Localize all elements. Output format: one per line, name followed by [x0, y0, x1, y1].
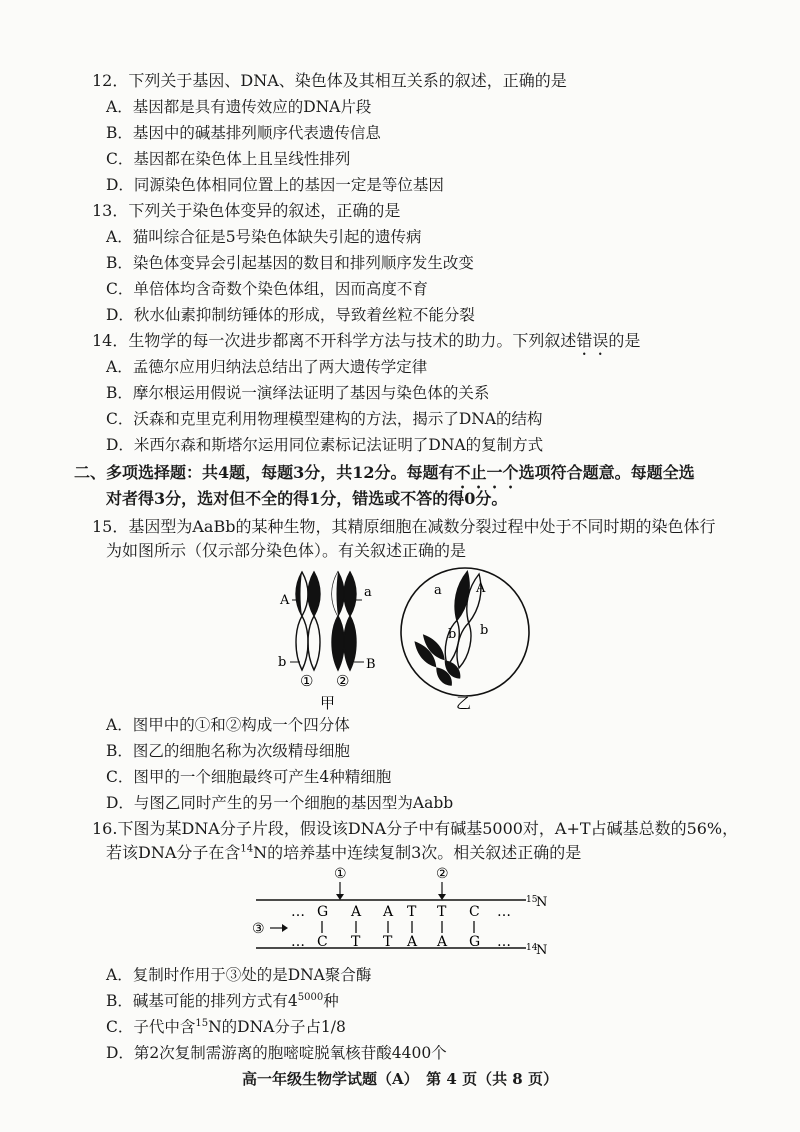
base-pair-bonds [322, 921, 474, 933]
q16-option-c-sup: 15 [195, 1017, 209, 1029]
arrow-label-1: ① [334, 866, 347, 882]
bottom-base: T [383, 934, 393, 950]
top-base: … [497, 904, 511, 920]
q15-option-a: A．图甲中的①和②构成一个四分体 [106, 716, 350, 734]
q16-option-b-end: 种 [323, 992, 339, 1010]
label-circle-2: ② [336, 672, 350, 690]
q16-dna-figure [250, 862, 550, 962]
q15-option-c: C．图甲的一个细胞最终可产生4种精细胞 [106, 768, 392, 786]
label-yi: 乙 [456, 694, 472, 711]
section-2-emphasis: 不止一个 [454, 463, 519, 482]
gene-label-B1: B [366, 657, 376, 672]
top-strand-bases [291, 904, 511, 920]
q14-option-b: B．摩尔根运用假说一演绎法证明了基因与染色体的关系 [106, 384, 490, 402]
gene-label-A2: A [476, 581, 486, 596]
q16-option-c [106, 1016, 346, 1038]
bottom-label: N [536, 943, 548, 958]
q16-stem-line2-end: N的培养基中连续复制3次。相关叙述正确的是 [253, 843, 582, 862]
q13-stem: 13．下列关于染色体变异的叙述，正确的是 [92, 201, 401, 220]
q15-stem-line2: 为如图所示（仅示部分染色体）。有关叙述正确的是 [106, 541, 467, 560]
chromosome-1 [290, 572, 320, 670]
q14-stem-end: 的是 [608, 331, 641, 350]
section-2-text-end: 选项符合题意。每题全选 [518, 463, 695, 482]
chromosome-2 [332, 572, 364, 670]
q16-stem-line2-text: 若该DNA分子在含 [106, 843, 241, 862]
arrow-label-2: ② [436, 866, 449, 882]
q15-option-b: B．图乙的细胞名称为次级精母细胞 [106, 742, 350, 760]
q16-stem-line2 [106, 842, 581, 864]
section-2-text: 二、多项选择题：共4题，每题3分，共12分。每题有 [74, 463, 455, 482]
q12-option-c: C．基因都在染色体上且呈线性排列 [106, 150, 351, 168]
q13-option-a: A．猫叫综合征是5号染色体缺失引起的遗传病 [106, 228, 422, 246]
q12-option-d: D．同源染色体相同位置上的基因一定是等位基因 [106, 176, 444, 194]
q16-option-c-end: N的DNA分子占1/8 [208, 1018, 346, 1036]
q16-option-b-text: B．碱基可能的排列方式有4 [106, 992, 298, 1010]
label-circle-1: ① [300, 672, 314, 690]
top-label-sup: 15 [526, 895, 538, 905]
bottom-base: A [437, 934, 448, 950]
gene-label-a2: a [434, 583, 442, 598]
label-jia: 甲 [320, 694, 336, 711]
bottom-base: C [317, 934, 328, 950]
bottom-base: … [497, 934, 511, 950]
q12-option-a: A．基因都是具有遗传效应的DNA片段 [106, 98, 372, 116]
page-footer: 高一年级生物学试题（A） 第 4 页（共 8 页） [242, 1070, 558, 1088]
q14-stem-emphasis: 错误 [576, 331, 609, 350]
top-base: T [407, 904, 417, 920]
q14-stem [92, 330, 640, 359]
arrow-label-3: ③ [252, 921, 265, 937]
q14-stem-text: 14．生物学的每一次进步都离不开科学方法与技术的助力。下列叙述 [92, 331, 577, 350]
q16-option-b-sup: 5000 [297, 991, 324, 1003]
q14-option-a: A．孟德尔应用归纳法总结出了两大遗传学定律 [106, 358, 428, 376]
bottom-base: T [351, 934, 361, 950]
q16-option-c-text: C．子代中含 [106, 1018, 196, 1036]
top-base: T [437, 904, 447, 920]
q12-option-b: B．基因中的碱基排列顺序代表遗传信息 [106, 124, 381, 142]
bottom-base: A [407, 934, 418, 950]
top-label: N [536, 895, 548, 910]
top-base: G [317, 904, 329, 920]
q13-option-d: D．秋水仙素抑制纺锤体的形成，导致着丝粒不能分裂 [106, 306, 475, 324]
gene-label-b1: b [278, 655, 287, 670]
bottom-base: … [291, 934, 305, 950]
q12-stem: 12．下列关于基因、DNA、染色体及其相互关系的叙述，正确的是 [92, 71, 567, 90]
q14-option-d: D．米西尔森和斯塔尔运用同位素标记法证明了DNA的复制方式 [106, 436, 544, 454]
gene-label-A1: A [280, 593, 290, 608]
top-base: A [383, 904, 394, 920]
q16-stem-line2-sup: 14 [240, 843, 254, 855]
section-2-scoring: 对者得3分，选对但不全的得1分，错选或不答的得0分。 [106, 489, 508, 508]
gene-label-a1: a [364, 585, 372, 600]
q13-option-b: B．染色体变异会引起基因的数目和排列顺序发生改变 [106, 254, 474, 272]
q14-option-c: C．沃森和克里克利用物理模型建构的方法，揭示了DNA的结构 [106, 410, 543, 428]
top-base: C [469, 904, 480, 920]
top-base: … [291, 904, 305, 920]
q16-stem-line1: 16.下图为某DNA分子片段，假设该DNA分子中有碱基5000对，A+T占碱基总数的56%， [92, 819, 739, 838]
bottom-label-sup: 14 [526, 943, 538, 953]
q16-option-b [106, 990, 339, 1012]
q15-stem-line1: 15．基因型为AaBb的某种生物，其精原细胞在减数分裂过程中处于不同时期的染色体行 [92, 517, 716, 536]
gene-label-b2: b [448, 627, 457, 642]
q16-option-d: D．第2次复制需游离的胞嘧啶脱氧核苷酸4400个 [106, 1044, 447, 1062]
bottom-base: G [469, 934, 481, 950]
top-base: A [351, 904, 362, 920]
q15-option-d: D．与图乙同时产生的另一个细胞的基因型为Aabb [106, 794, 454, 812]
q15-figure [270, 566, 540, 711]
q16-option-a: A．复制时作用于③处的是DNA聚合酶 [106, 966, 372, 984]
gene-label-b3: b [480, 623, 489, 638]
q13-option-c: C．单倍体均含奇数个染色体组，因而高度不育 [106, 280, 428, 298]
